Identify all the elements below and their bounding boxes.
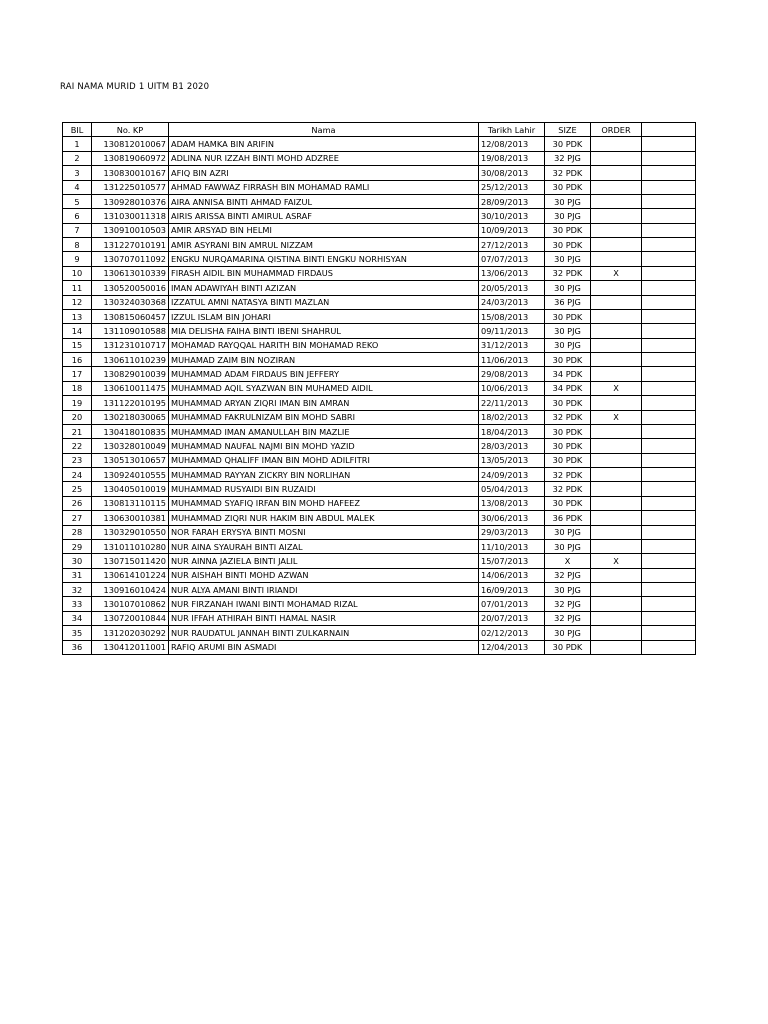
cell-bil: 8 — [63, 238, 92, 252]
cell-extra — [642, 396, 696, 410]
header-no-kp: No. KP — [92, 123, 169, 137]
cell-extra — [642, 453, 696, 467]
cell-bil: 4 — [63, 180, 92, 194]
cell-no-kp: 131225010577 — [92, 180, 169, 194]
cell-size: 30 PJG — [545, 281, 591, 295]
header-nama: Nama — [169, 123, 479, 137]
cell-no-kp: 130614101224 — [92, 568, 169, 582]
cell-bil: 7 — [63, 223, 92, 237]
cell-size: 32 PDK — [545, 482, 591, 496]
cell-bil: 30 — [63, 554, 92, 568]
cell-no-kp: 130107010862 — [92, 597, 169, 611]
cell-extra — [642, 381, 696, 395]
table-row — [63, 482, 696, 496]
cell-extra — [642, 338, 696, 352]
cell-tarikh-lahir: 28/03/2013 — [479, 439, 545, 453]
cell-extra — [642, 367, 696, 381]
cell-no-kp: 130819060972 — [92, 151, 169, 165]
cell-bil: 22 — [63, 439, 92, 453]
cell-nama: AIRIS ARISSA BINTI AMIRUL ASRAF — [169, 209, 479, 223]
cell-order: X — [591, 266, 642, 280]
cell-size: 32 PJG — [545, 568, 591, 582]
cell-nama: MUHAMMAD IMAN AMANULLAH BIN MAZLIE — [169, 424, 479, 438]
cell-order — [591, 209, 642, 223]
cell-size: 32 PDK — [545, 166, 591, 180]
table-row — [63, 453, 696, 467]
cell-tarikh-lahir: 14/06/2013 — [479, 568, 545, 582]
cell-order — [591, 180, 642, 194]
cell-no-kp: 130720010844 — [92, 611, 169, 625]
header-extra — [642, 123, 696, 137]
cell-bil: 35 — [63, 626, 92, 640]
cell-extra — [642, 281, 696, 295]
cell-size: 30 PDK — [545, 424, 591, 438]
student-table — [62, 122, 696, 655]
cell-order — [591, 223, 642, 237]
cell-bil: 17 — [63, 367, 92, 381]
cell-tarikh-lahir: 11/10/2013 — [479, 539, 545, 553]
cell-no-kp: 130218030065 — [92, 410, 169, 424]
cell-bil: 16 — [63, 353, 92, 367]
cell-order — [591, 281, 642, 295]
table-row — [63, 338, 696, 352]
table-row — [63, 266, 696, 280]
cell-nama: AHMAD FAWWAZ FIRRASH BIN MOHAMAD RAMLI — [169, 180, 479, 194]
cell-extra — [642, 568, 696, 582]
cell-extra — [642, 468, 696, 482]
cell-tarikh-lahir: 13/05/2013 — [479, 453, 545, 467]
cell-bil: 9 — [63, 252, 92, 266]
table-row — [63, 439, 696, 453]
cell-no-kp: 131030011318 — [92, 209, 169, 223]
cell-extra — [642, 353, 696, 367]
cell-nama: IZZUL ISLAM BIN JOHARI — [169, 309, 479, 323]
cell-bil: 18 — [63, 381, 92, 395]
cell-no-kp: 131109010588 — [92, 324, 169, 338]
cell-nama: MUHAMMAD FAKRULNIZAM BIN MOHD SABRI — [169, 410, 479, 424]
cell-bil: 1 — [63, 137, 92, 151]
cell-bil: 19 — [63, 396, 92, 410]
cell-bil: 10 — [63, 266, 92, 280]
header-row — [63, 123, 696, 137]
header-order: ORDER — [591, 123, 642, 137]
cell-bil: 20 — [63, 410, 92, 424]
table-row — [63, 539, 696, 553]
cell-no-kp: 131227010191 — [92, 238, 169, 252]
cell-order — [591, 482, 642, 496]
cell-extra — [642, 424, 696, 438]
cell-bil: 36 — [63, 640, 92, 654]
cell-nama: MUHAMMAD RAYYAN ZICKRY BIN NORLIHAN — [169, 468, 479, 482]
document-title: RAI NAMA MURID 1 UITM B1 2020 — [60, 82, 210, 92]
cell-extra — [642, 266, 696, 280]
cell-bil: 3 — [63, 166, 92, 180]
cell-bil: 6 — [63, 209, 92, 223]
cell-order — [591, 324, 642, 338]
cell-nama: MUHAMMAD ARYAN ZIQRI IMAN BIN AMRAN — [169, 396, 479, 410]
cell-extra — [642, 137, 696, 151]
table-row — [63, 554, 696, 568]
cell-nama: NOR FARAH ERYSYA BINTI MOSNI — [169, 525, 479, 539]
cell-extra — [642, 583, 696, 597]
table-row — [63, 223, 696, 237]
cell-nama: AFIQ BIN AZRI — [169, 166, 479, 180]
cell-order — [591, 151, 642, 165]
cell-nama: AMIR ASYRANI BIN AMRUL NIZZAM — [169, 238, 479, 252]
cell-nama: AIRA ANNISA BINTI AHMAD FAIZUL — [169, 194, 479, 208]
cell-no-kp: 130916010424 — [92, 583, 169, 597]
cell-tarikh-lahir: 09/11/2013 — [479, 324, 545, 338]
cell-size: 30 PDK — [545, 180, 591, 194]
cell-no-kp: 130815060457 — [92, 309, 169, 323]
cell-no-kp: 131122010195 — [92, 396, 169, 410]
cell-bil: 14 — [63, 324, 92, 338]
table-row — [63, 496, 696, 510]
cell-tarikh-lahir: 11/06/2013 — [479, 353, 545, 367]
cell-extra — [642, 295, 696, 309]
cell-order — [591, 367, 642, 381]
cell-extra — [642, 180, 696, 194]
cell-bil: 21 — [63, 424, 92, 438]
cell-bil: 34 — [63, 611, 92, 625]
cell-extra — [642, 640, 696, 654]
cell-tarikh-lahir: 29/08/2013 — [479, 367, 545, 381]
cell-no-kp: 130924010555 — [92, 468, 169, 482]
cell-tarikh-lahir: 24/09/2013 — [479, 468, 545, 482]
cell-tarikh-lahir: 05/04/2013 — [479, 482, 545, 496]
cell-extra — [642, 209, 696, 223]
cell-order — [591, 468, 642, 482]
cell-no-kp: 130630010381 — [92, 511, 169, 525]
cell-size: 30 PDK — [545, 238, 591, 252]
cell-no-kp: 130324030368 — [92, 295, 169, 309]
cell-extra — [642, 410, 696, 424]
cell-order — [591, 252, 642, 266]
cell-size: 30 PJG — [545, 324, 591, 338]
cell-extra — [642, 252, 696, 266]
cell-bil: 31 — [63, 568, 92, 582]
cell-tarikh-lahir: 25/12/2013 — [479, 180, 545, 194]
cell-tarikh-lahir: 12/08/2013 — [479, 137, 545, 151]
cell-nama: MUHAMMAD ADAM FIRDAUS BIN JEFFERY — [169, 367, 479, 381]
cell-extra — [642, 166, 696, 180]
cell-tarikh-lahir: 15/08/2013 — [479, 309, 545, 323]
cell-bil: 23 — [63, 453, 92, 467]
cell-bil: 28 — [63, 525, 92, 539]
cell-no-kp: 130611010239 — [92, 353, 169, 367]
cell-size: 36 PJG — [545, 295, 591, 309]
table-row — [63, 525, 696, 539]
table-row — [63, 424, 696, 438]
table-row — [63, 295, 696, 309]
cell-nama: MUHAMMAD SYAFIQ IRFAN BIN MOHD HAFEEZ — [169, 496, 479, 510]
cell-size: 30 PDK — [545, 223, 591, 237]
cell-bil: 26 — [63, 496, 92, 510]
cell-nama: MUHAMMAD ZIQRI NUR HAKIM BIN ABDUL MALEK — [169, 511, 479, 525]
cell-tarikh-lahir: 27/12/2013 — [479, 238, 545, 252]
cell-extra — [642, 223, 696, 237]
table-row — [63, 209, 696, 223]
cell-order — [591, 194, 642, 208]
cell-bil: 15 — [63, 338, 92, 352]
cell-no-kp: 130329010550 — [92, 525, 169, 539]
cell-size: 36 PDK — [545, 511, 591, 525]
cell-no-kp: 130707011092 — [92, 252, 169, 266]
cell-tarikh-lahir: 12/04/2013 — [479, 640, 545, 654]
cell-nama: IZZATUL AMNI NATASYA BINTI MAZLAN — [169, 295, 479, 309]
cell-extra — [642, 194, 696, 208]
cell-no-kp: 130328010049 — [92, 439, 169, 453]
cell-nama: MOHAMAD RAYQQAL HARITH BIN MOHAMAD REKO — [169, 338, 479, 352]
cell-nama: NUR AINNA JAZIELA BINTI JALIL — [169, 554, 479, 568]
cell-nama: NUR AINA SYAURAH BINTI AIZAL — [169, 539, 479, 553]
cell-no-kp: 130613010339 — [92, 266, 169, 280]
cell-no-kp: 130715011420 — [92, 554, 169, 568]
cell-size: 30 PDK — [545, 353, 591, 367]
table-row — [63, 166, 696, 180]
cell-size: 30 PDK — [545, 396, 591, 410]
cell-order — [591, 453, 642, 467]
cell-size: 30 PJG — [545, 338, 591, 352]
cell-size: 30 PJG — [545, 626, 591, 640]
cell-extra — [642, 151, 696, 165]
cell-size: 30 PDK — [545, 137, 591, 151]
table-row — [63, 568, 696, 582]
cell-extra — [642, 525, 696, 539]
table-row — [63, 410, 696, 424]
cell-extra — [642, 597, 696, 611]
cell-size: 30 PJG — [545, 209, 591, 223]
cell-extra — [642, 539, 696, 553]
cell-no-kp: 130910010503 — [92, 223, 169, 237]
table-row — [63, 468, 696, 482]
cell-bil: 24 — [63, 468, 92, 482]
table-row — [63, 626, 696, 640]
cell-nama: NUR FIRZANAH IWANI BINTI MOHAMAD RIZAL — [169, 597, 479, 611]
cell-no-kp: 131202030292 — [92, 626, 169, 640]
cell-bil: 32 — [63, 583, 92, 597]
table-row — [63, 238, 696, 252]
cell-tarikh-lahir: 22/11/2013 — [479, 396, 545, 410]
table-row — [63, 151, 696, 165]
cell-size: 30 PJG — [545, 539, 591, 553]
cell-size: 32 PDK — [545, 468, 591, 482]
table-row — [63, 309, 696, 323]
cell-tarikh-lahir: 20/05/2013 — [479, 281, 545, 295]
cell-order — [591, 295, 642, 309]
cell-order: X — [591, 554, 642, 568]
cell-order — [591, 597, 642, 611]
table-row — [63, 367, 696, 381]
cell-nama: AMIR ARSYAD BIN HELMI — [169, 223, 479, 237]
cell-size: 30 PJG — [545, 583, 591, 597]
cell-nama: MUHAMAD ZAIM BIN NOZIRAN — [169, 353, 479, 367]
header-bil: BIL — [63, 123, 92, 137]
cell-order — [591, 539, 642, 553]
cell-bil: 5 — [63, 194, 92, 208]
cell-nama: MUHAMMAD RUSYAIDI BIN RUZAIDI — [169, 482, 479, 496]
cell-size: 30 PJG — [545, 194, 591, 208]
header-size: SIZE — [545, 123, 591, 137]
cell-nama: ENGKU NURQAMARINA QISTINA BINTI ENGKU NORHISYAN — [169, 252, 479, 266]
cell-order — [591, 396, 642, 410]
table-row — [63, 396, 696, 410]
cell-bil: 33 — [63, 597, 92, 611]
cell-order — [591, 525, 642, 539]
cell-extra — [642, 611, 696, 625]
cell-tarikh-lahir: 10/09/2013 — [479, 223, 545, 237]
cell-no-kp: 130610011475 — [92, 381, 169, 395]
cell-nama: NUR IFFAH ATHIRAH BINTI HAMAL NASIR — [169, 611, 479, 625]
cell-order — [591, 309, 642, 323]
cell-tarikh-lahir: 31/12/2013 — [479, 338, 545, 352]
cell-bil: 29 — [63, 539, 92, 553]
cell-no-kp: 130520050016 — [92, 281, 169, 295]
cell-tarikh-lahir: 07/01/2013 — [479, 597, 545, 611]
cell-bil: 25 — [63, 482, 92, 496]
table-row — [63, 324, 696, 338]
cell-size: 30 PDK — [545, 439, 591, 453]
cell-tarikh-lahir: 13/08/2013 — [479, 496, 545, 510]
cell-extra — [642, 238, 696, 252]
cell-no-kp: 130830010167 — [92, 166, 169, 180]
cell-size: 30 PDK — [545, 640, 591, 654]
table-row — [63, 597, 696, 611]
cell-no-kp: 130412011001 — [92, 640, 169, 654]
cell-extra — [642, 482, 696, 496]
table-row — [63, 194, 696, 208]
cell-tarikh-lahir: 16/09/2013 — [479, 583, 545, 597]
cell-nama: IMAN ADAWIYAH BINTI AZIZAN — [169, 281, 479, 295]
cell-no-kp: 130829010039 — [92, 367, 169, 381]
cell-size: X — [545, 554, 591, 568]
cell-size: 34 PDK — [545, 381, 591, 395]
cell-nama: MUHAMMAD AQIL SYAZWAN BIN MUHAMED AIDIL — [169, 381, 479, 395]
cell-tarikh-lahir: 20/07/2013 — [479, 611, 545, 625]
cell-no-kp: 130812010067 — [92, 137, 169, 151]
table-row — [63, 381, 696, 395]
cell-nama: RAFIQ ARUMI BIN ASMADI — [169, 640, 479, 654]
cell-order — [591, 439, 642, 453]
cell-size: 30 PDK — [545, 496, 591, 510]
cell-no-kp: 131231010717 — [92, 338, 169, 352]
cell-order — [591, 137, 642, 151]
cell-order — [591, 496, 642, 510]
cell-tarikh-lahir: 30/10/2013 — [479, 209, 545, 223]
cell-nama: FIRASH AIDIL BIN MUHAMMAD FIRDAUS — [169, 266, 479, 280]
cell-order — [591, 353, 642, 367]
cell-no-kp: 130418010835 — [92, 424, 169, 438]
cell-order — [591, 166, 642, 180]
cell-size: 32 PJG — [545, 597, 591, 611]
cell-order — [591, 511, 642, 525]
cell-bil: 27 — [63, 511, 92, 525]
cell-nama: NUR AISHAH BINTI MOHD AZWAN — [169, 568, 479, 582]
cell-nama: NUR RAUDATUL JANNAH BINTI ZULKARNAIN — [169, 626, 479, 640]
cell-size: 32 PJG — [545, 151, 591, 165]
cell-tarikh-lahir: 02/12/2013 — [479, 626, 545, 640]
cell-tarikh-lahir: 24/03/2013 — [479, 295, 545, 309]
table-row — [63, 640, 696, 654]
cell-no-kp: 130405010019 — [92, 482, 169, 496]
table-row — [63, 137, 696, 151]
cell-size: 30 PJG — [545, 252, 591, 266]
cell-size: 30 PDK — [545, 309, 591, 323]
cell-tarikh-lahir: 30/08/2013 — [479, 166, 545, 180]
cell-extra — [642, 511, 696, 525]
table-row — [63, 180, 696, 194]
cell-no-kp: 130813110115 — [92, 496, 169, 510]
cell-size: 30 PDK — [545, 453, 591, 467]
cell-tarikh-lahir: 18/02/2013 — [479, 410, 545, 424]
cell-nama: ADAM HAMKA BIN ARIFIN — [169, 137, 479, 151]
cell-extra — [642, 439, 696, 453]
table-row — [63, 252, 696, 266]
table-row — [63, 511, 696, 525]
cell-nama: MUHAMMAD NAUFAL NAJMI BIN MOHD YAZID — [169, 439, 479, 453]
cell-size: 32 PDK — [545, 410, 591, 424]
cell-order — [591, 338, 642, 352]
cell-order — [591, 568, 642, 582]
cell-tarikh-lahir: 30/06/2013 — [479, 511, 545, 525]
cell-extra — [642, 309, 696, 323]
cell-order: X — [591, 381, 642, 395]
cell-order — [591, 611, 642, 625]
cell-tarikh-lahir: 29/03/2013 — [479, 525, 545, 539]
table-row — [63, 281, 696, 295]
table-row — [63, 583, 696, 597]
cell-tarikh-lahir: 15/07/2013 — [479, 554, 545, 568]
cell-size: 32 PDK — [545, 266, 591, 280]
cell-order — [591, 238, 642, 252]
cell-extra — [642, 626, 696, 640]
cell-nama: MUHAMMAD QHALIFF IMAN BIN MOHD ADILFITRI — [169, 453, 479, 467]
cell-tarikh-lahir: 18/04/2013 — [479, 424, 545, 438]
cell-extra — [642, 496, 696, 510]
cell-order — [591, 583, 642, 597]
table-row — [63, 611, 696, 625]
cell-bil: 13 — [63, 309, 92, 323]
cell-tarikh-lahir: 19/08/2013 — [479, 151, 545, 165]
cell-no-kp: 130928010376 — [92, 194, 169, 208]
cell-tarikh-lahir: 28/09/2013 — [479, 194, 545, 208]
cell-order: X — [591, 410, 642, 424]
cell-nama: NUR ALYA AMANI BINTI IRIANDI — [169, 583, 479, 597]
cell-size: 34 PDK — [545, 367, 591, 381]
cell-no-kp: 131011010280 — [92, 539, 169, 553]
cell-tarikh-lahir: 07/07/2013 — [479, 252, 545, 266]
cell-nama: MIA DELISHA FAIHA BINTI IBENI SHAHRUL — [169, 324, 479, 338]
cell-no-kp: 130513010657 — [92, 453, 169, 467]
cell-extra — [642, 324, 696, 338]
cell-size: 32 PJG — [545, 611, 591, 625]
cell-bil: 12 — [63, 295, 92, 309]
header-tarikh-lahir: Tarikh Lahir — [479, 123, 545, 137]
cell-order — [591, 626, 642, 640]
cell-order — [591, 640, 642, 654]
cell-bil: 2 — [63, 151, 92, 165]
cell-bil: 11 — [63, 281, 92, 295]
cell-tarikh-lahir: 10/06/2013 — [479, 381, 545, 395]
cell-size: 30 PJG — [545, 525, 591, 539]
cell-order — [591, 424, 642, 438]
cell-tarikh-lahir: 13/06/2013 — [479, 266, 545, 280]
cell-extra — [642, 554, 696, 568]
table-row — [63, 353, 696, 367]
cell-nama: ADLINA NUR IZZAH BINTI MOHD ADZREE — [169, 151, 479, 165]
